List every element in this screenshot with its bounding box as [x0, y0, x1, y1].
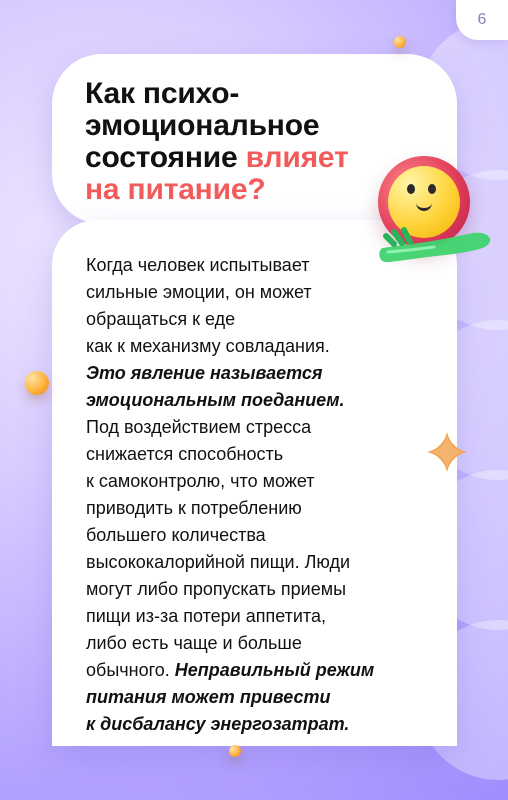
title-line-3-accent: влияет — [245, 141, 349, 174]
body-line: к самоконтролю, что может — [86, 471, 315, 491]
mascot-eye-right — [428, 184, 436, 194]
body-line: высококалорийной пищи. Люди — [86, 552, 351, 572]
body-line: обращаться к еде — [86, 309, 236, 329]
body-line-16-bold: Неправильный режим — [174, 660, 375, 680]
page-number: 6 — [477, 11, 487, 28]
body-line: Когда человек испытывает — [86, 255, 310, 275]
title-line-3-black: состояние — [85, 141, 238, 174]
body-text — [86, 252, 436, 738]
body-line: могут либо пропускать приемы — [86, 579, 347, 599]
body-line: приводить к потреблению — [86, 498, 302, 518]
body-line: как к механизму совладания. — [86, 336, 330, 356]
body-line-emphasis: к дисбалансу энергозатрат. — [86, 714, 350, 734]
fork-icon — [372, 202, 492, 274]
body-line: сильные эмоции, он может — [86, 282, 312, 302]
page-number-badge — [456, 0, 508, 40]
title-line-2: эмоциональное — [85, 109, 320, 142]
orange-sphere-icon — [25, 371, 49, 395]
body-line-16-normal: обычного. — [86, 660, 170, 680]
body-line: большего количества — [86, 525, 266, 545]
body-line: пищи из-за потери аппетита, — [86, 606, 326, 626]
body-line: снижается способность — [86, 444, 284, 464]
title-line-4: на питание? — [85, 173, 266, 206]
smiling-plate-with-fork-icon — [372, 150, 492, 275]
body-line: либо есть чаще и больше — [86, 633, 302, 653]
mascot-eye-left — [407, 184, 415, 194]
body-line: Под воздействием стресса — [86, 417, 312, 437]
title-line-1: Как психо- — [85, 77, 240, 110]
body-line-mixed — [86, 657, 436, 684]
orange-sphere-icon — [229, 745, 241, 757]
body-line-emphasis: питания может привести — [86, 687, 331, 707]
body-line-emphasis: эмоциональным поеданием. — [86, 390, 345, 410]
body-line-emphasis: Это явление называется — [86, 363, 323, 383]
four-point-star-icon — [425, 430, 469, 474]
orange-sphere-icon — [394, 36, 406, 48]
